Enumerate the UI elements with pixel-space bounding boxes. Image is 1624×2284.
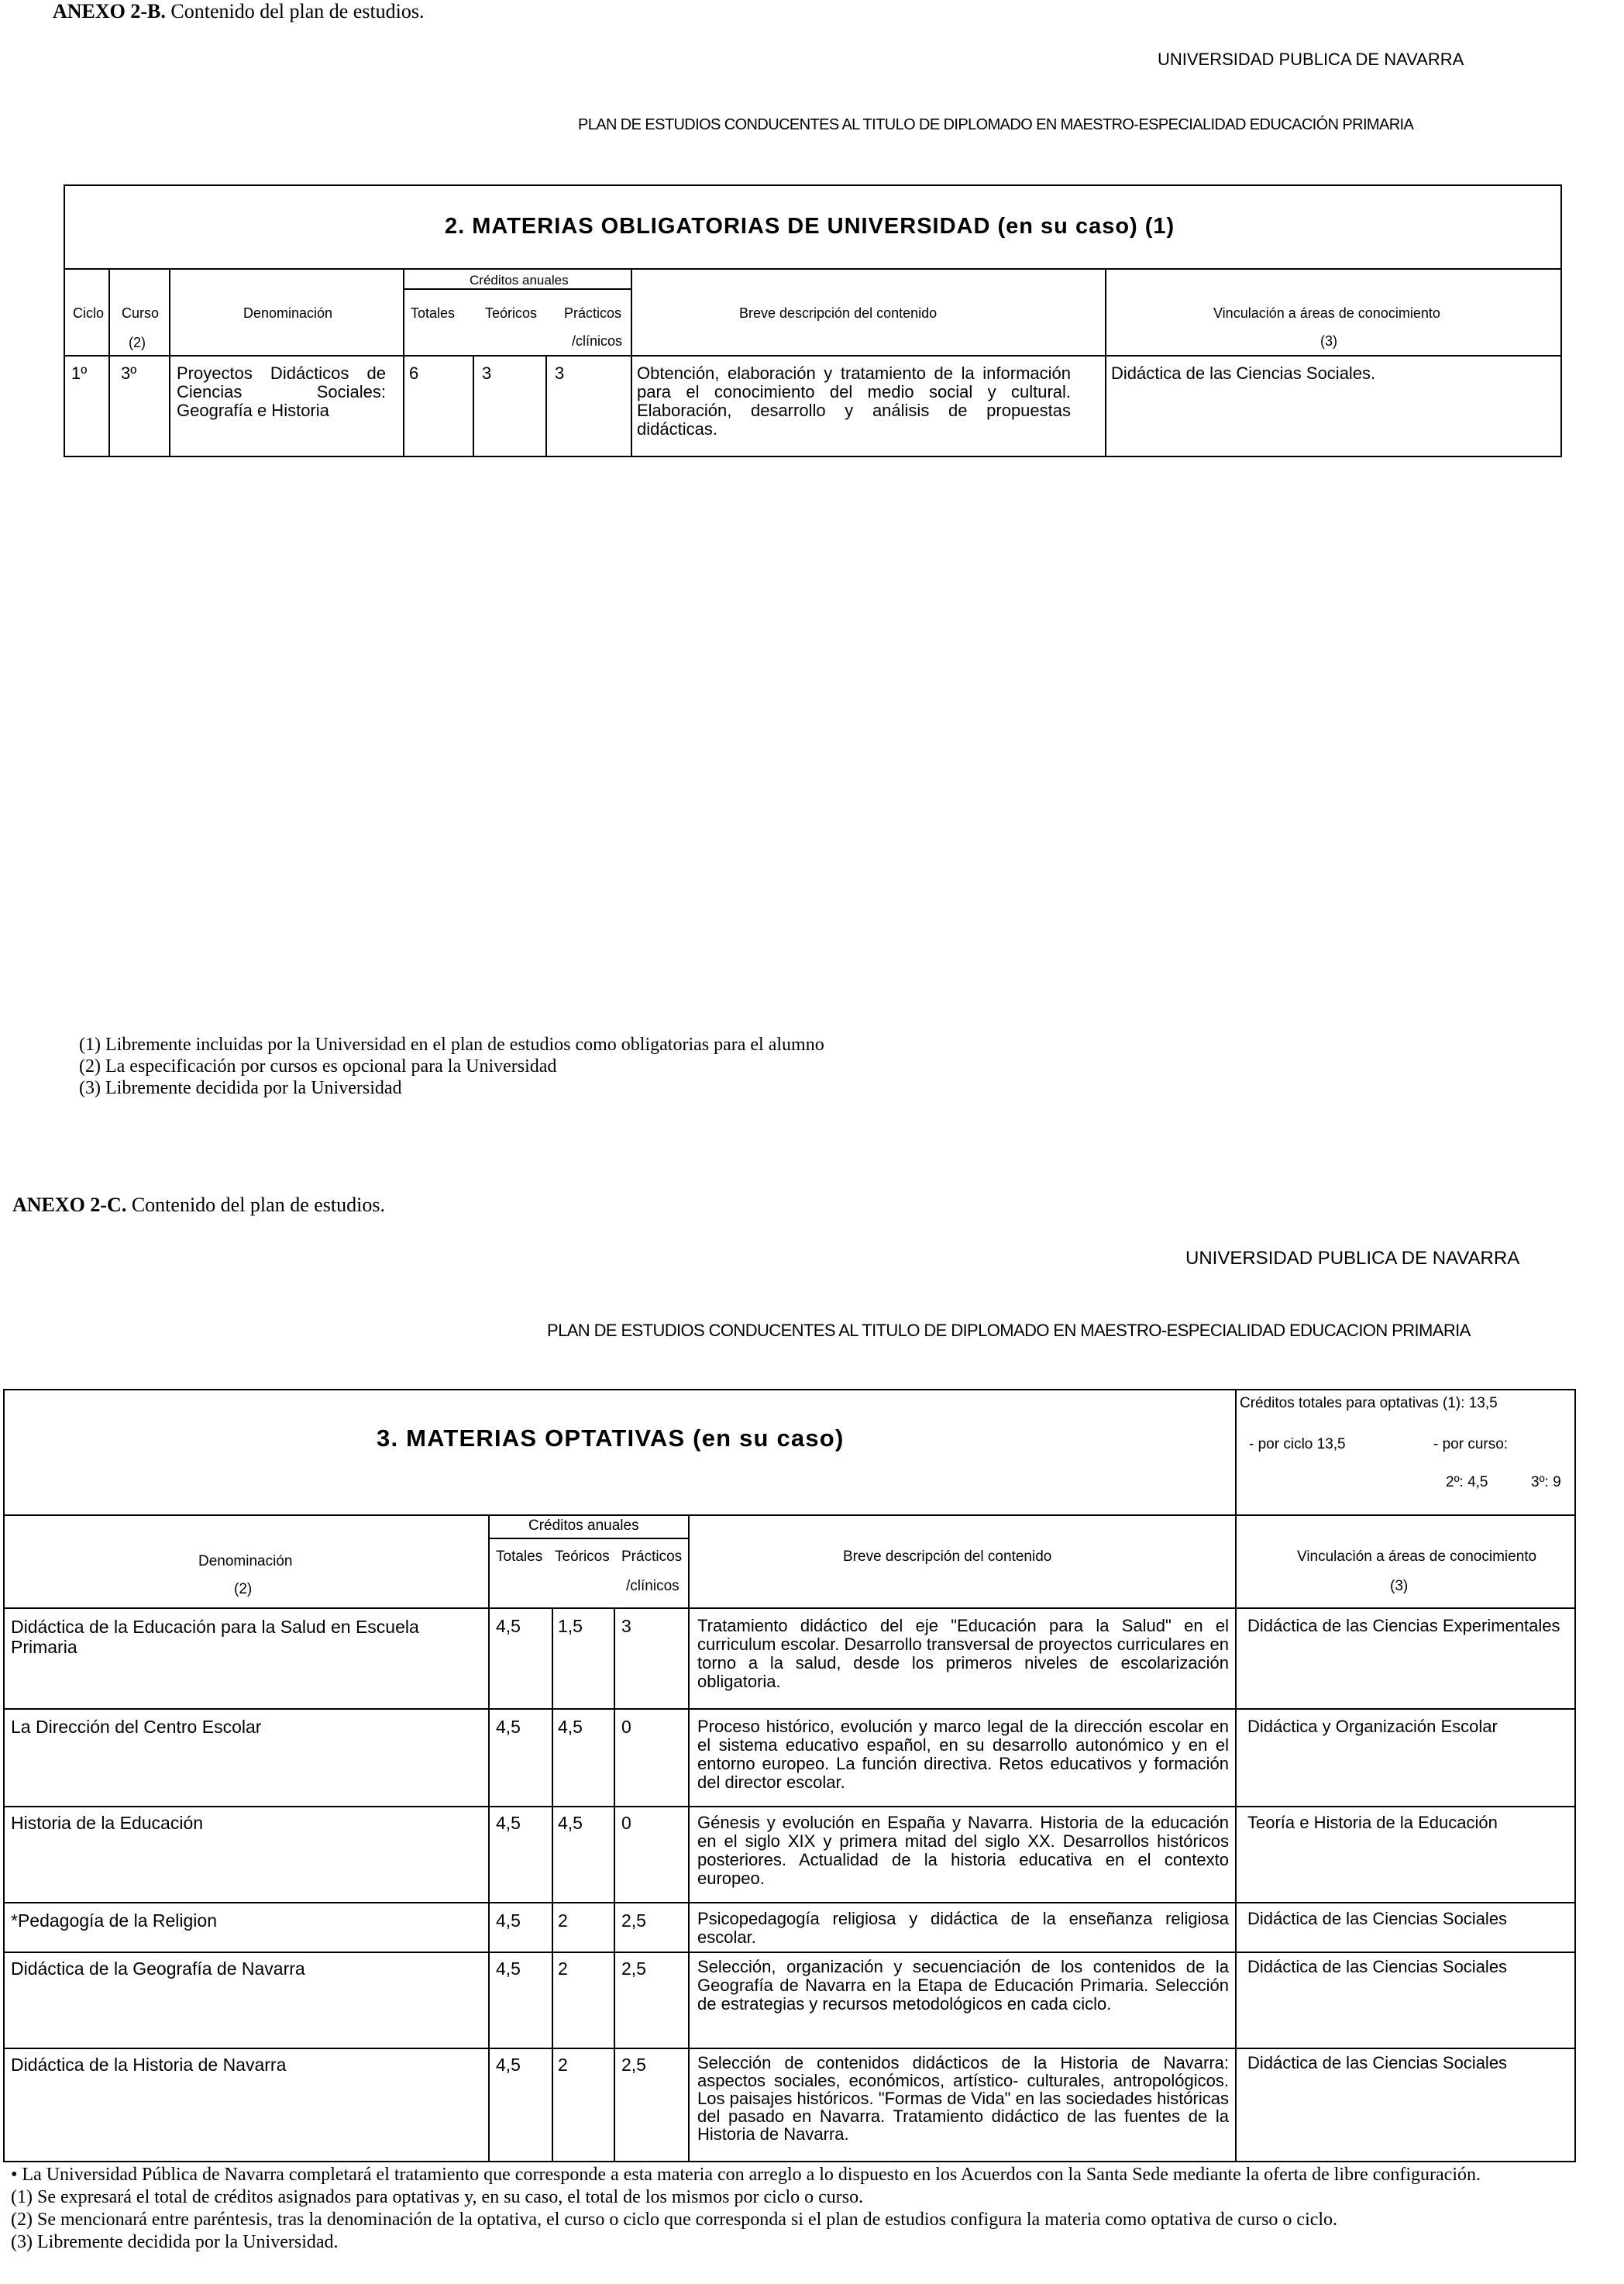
row-descripcion: Génesis y evolución en España y Navarra. Historia de la educación en el siglo XIX y primera mitad del siglo XX. Desarrollos históricos posteriores. Actualidad de la historia educativa en el contexto europeo.	[697, 1813, 1229, 1888]
row-practicos: 3	[621, 1616, 631, 1636]
header-descripcion: Breve descripción del contenido	[843, 1549, 1052, 1565]
row-denominacion: Historia de la Educación	[11, 1813, 204, 1833]
annex-c-plan-title: PLAN DE ESTUDIOS CONDUCENTES AL TITULO DE DIPLOMADO EN MAESTRO-ESPECIALIDAD EDUCACION PRIMARIA	[547, 1321, 1471, 1340]
annex-c-university: UNIVERSIDAD PUBLICA DE NAVARRA	[1185, 1248, 1520, 1269]
footnote: (1) Se expresará el total de créditos asignados para optativas y, en su caso, el total de los mismos por ciclo o curso.	[11, 2187, 864, 2207]
credits-3rd-year: 3º: 9	[1531, 1474, 1561, 1490]
header-ciclo: Ciclo	[73, 305, 105, 321]
row-denominacion: Didáctica de la Educación para la Salud en Escuela Primaria	[11, 1617, 419, 1657]
row-teoricos: 4,5	[558, 1813, 583, 1833]
credits-2nd-year: 2º: 4,5	[1446, 1474, 1488, 1490]
divider	[403, 268, 404, 457]
row-denominacion: Proyectos Didácticos de Ciencias Sociales: Geografía e Historia	[177, 363, 386, 420]
row-descripcion: Tratamiento didáctico del eje "Educación para la Salud" en el curriculum escolar. Desarrollo transversal de proyectos curriculares en torno a la salud, desde los primeros niveles de escolarización obligatoria.	[697, 1616, 1229, 1691]
footnote: (2) La especificación por cursos es opcional para la Universidad	[79, 1056, 557, 1077]
row-teoricos: 1,5	[558, 1616, 583, 1636]
header-practicos: Prácticos	[621, 1549, 683, 1565]
header-vinculacion: Vinculación a áreas de conocimiento	[1297, 1549, 1537, 1565]
annex-c-section-title: 3. MATERIAS OPTATIVAS (en su caso)	[377, 1424, 845, 1452]
divider	[3, 2048, 1576, 2049]
row-descripcion: Selección de contenidos didácticos de la Historia de Navarra: aspectos sociales, económicos, artístico- culturales, antropológicos. Los paisajes históricos. "Formas de Vida" en las sociedades históricas del pasado en Navarra. Tratamiento didáctico de las fuentes de la Historia de Navarra.	[697, 2053, 1229, 2144]
annex-b-footnotes	[79, 1034, 824, 1099]
footnote: (2) Se mencionará entre paréntesis, tras la denominación de la optativa, el curso o ciclo que corresponda si el plan de estudios configura la materia como optativa de curso o ciclo.	[11, 2210, 1338, 2230]
row-teoricos: 2	[558, 1910, 568, 1931]
row-teoricos: 4,5	[558, 1717, 583, 1737]
row-practicos: 2,5	[621, 2055, 646, 2075]
row-vinculacion: Didáctica de las Ciencias Sociales	[1247, 2053, 1508, 2072]
header-curso: Curso	[122, 305, 160, 321]
header-practicos: Prácticos	[564, 305, 622, 321]
row-teoricos: 3	[482, 363, 492, 383]
footnote: (3) Libremente decidida por la Universidad	[79, 1078, 402, 1098]
row-curso: 3º	[121, 363, 137, 383]
credits-total: Créditos totales para optativas (1): 13,5	[1240, 1395, 1498, 1411]
header-denominacion-note: (2)	[234, 1581, 253, 1597]
footnote: (3) Libremente decidida por la Universidad.	[11, 2232, 339, 2252]
row-practicos: 3	[555, 363, 565, 383]
header-creditos: Créditos anuales	[470, 273, 569, 288]
row-totales: 6	[409, 363, 419, 383]
header-creditos: Créditos anuales	[528, 1517, 639, 1534]
row-ciclo: 1º	[71, 363, 88, 383]
row-vinculacion: Didáctica de las Ciencias Experimentales	[1247, 1616, 1560, 1635]
row-teoricos: 2	[558, 2055, 568, 2075]
footnote: • La Universidad Pública de Navarra completará el tratamiento que corresponde a esta materia con arreglo a lo dispuesto en los Acuerdos con la Santa Sede mediante la oferta de libre configuración.	[11, 2165, 1481, 2185]
row-totales: 4,5	[496, 1958, 521, 1979]
header-vinculacion-note: (3)	[1390, 1578, 1409, 1594]
row-totales: 4,5	[496, 1717, 521, 1737]
credits-por-ciclo: - por ciclo 13,5	[1249, 1436, 1346, 1452]
row-practicos: 0	[621, 1813, 631, 1833]
divider	[614, 1607, 615, 2162]
header-clinicos: /clínicos	[626, 1578, 680, 1594]
row-practicos: 0	[621, 1717, 631, 1737]
annex-b-university: UNIVERSIDAD PUBLICA DE NAVARRA	[1158, 50, 1464, 69]
divider	[545, 355, 547, 457]
divider	[64, 268, 1562, 270]
divider	[488, 1514, 490, 2162]
header-denominacion: Denominación	[243, 305, 333, 321]
divider	[552, 1607, 553, 2162]
row-totales: 4,5	[496, 1813, 521, 1833]
divider	[1235, 1389, 1237, 2162]
row-vinculacion: Didáctica de las Ciencias Sociales.	[1111, 363, 1376, 383]
row-denominacion: Didáctica de la Geografía de Navarra	[11, 1958, 305, 1979]
header-teoricos: Teóricos	[555, 1549, 610, 1565]
divider	[3, 1952, 1576, 1953]
header-descripcion: Breve descripción del contenido	[739, 305, 938, 321]
row-descripcion: Psicopedagogía religiosa y didáctica de la enseñanza religiosa escolar.	[697, 1909, 1229, 1947]
divider	[3, 1902, 1576, 1903]
annex-b-section-title: 2. MATERIAS OBLIGATORIAS DE UNIVERSIDAD (en su caso) (1)	[445, 214, 1175, 239]
header-teoricos: Teóricos	[485, 305, 538, 321]
credits-por-curso: - por curso:	[1433, 1436, 1509, 1452]
divider	[631, 268, 632, 457]
row-descripcion: Proceso histórico, evolución y marco legal de la dirección escolar en el sistema educativo español, en su desarrollo autonómico y en el entorno europeo. La función directiva. Retos educativos y formación del director escolar.	[697, 1717, 1229, 1792]
divider	[473, 355, 474, 457]
row-vinculacion: Didáctica y Organización Escolar	[1247, 1717, 1498, 1736]
divider	[169, 268, 170, 457]
header-vinculacion-note: (3)	[1320, 333, 1337, 349]
row-vinculacion: Teoría e Historia de la Educación	[1247, 1813, 1498, 1832]
row-teoricos: 2	[558, 1958, 568, 1979]
row-totales: 4,5	[496, 1616, 521, 1636]
divider	[488, 1538, 688, 1539]
divider	[403, 288, 631, 290]
divider	[688, 1514, 690, 2162]
annex-b-plan-title: PLAN DE ESTUDIOS CONDUCENTES AL TITULO DE DIPLOMADO EN MAESTRO-ESPECIALIDAD EDUCACIÓN PRIMARIA	[578, 116, 1414, 133]
divider	[3, 1806, 1576, 1807]
header-vinculacion: Vinculación a áreas de conocimiento	[1213, 305, 1440, 321]
divider	[3, 1708, 1576, 1710]
header-curso-note: (2)	[129, 335, 146, 350]
row-totales: 4,5	[496, 1910, 521, 1931]
annex-b-title: ANEXO 2-B. Contenido del plan de estudios.	[53, 0, 425, 22]
footnote: (1) Libremente incluidas por la Universidad en el plan de estudios como obligatorias para el alumno	[79, 1035, 824, 1055]
row-practicos: 2,5	[621, 1958, 646, 1979]
annex-c-title: ANEXO 2-C. Contenido del plan de estudios.	[12, 1194, 385, 1216]
row-vinculacion: Didáctica de las Ciencias Sociales	[1247, 1957, 1508, 1976]
header-denominacion: Denominación	[198, 1553, 293, 1569]
row-denominacion: La Dirección del Centro Escolar	[11, 1717, 262, 1737]
divider	[1105, 268, 1106, 457]
row-descripcion: Obtención, elaboración y tratamiento de la información para el conocimiento del medio social y cultural. Elaboración, desarrollo y análisis de propuestas didácticas.	[637, 363, 1071, 439]
divider	[108, 268, 110, 457]
row-totales: 4,5	[496, 2055, 521, 2075]
divider	[64, 355, 1562, 357]
row-denominacion: *Pedagogía de la Religion	[11, 1910, 217, 1931]
annex-c-footnotes	[11, 2164, 1529, 2254]
row-practicos: 2,5	[621, 1910, 646, 1931]
row-descripcion: Selección, organización y secuenciación de los contenidos de la Geografía de Navarra en la Etapa de Educación Primaria. Selección de estrategias y recursos metodológicos en cada ciclo.	[697, 1957, 1229, 2014]
divider	[3, 1607, 1576, 1609]
row-vinculacion: Didáctica de las Ciencias Sociales	[1247, 1909, 1508, 1928]
divider	[3, 1514, 1576, 1516]
row-denominacion: Didáctica de la Historia de Navarra	[11, 2055, 287, 2075]
header-clinicos: /clínicos	[572, 333, 623, 349]
header-totales: Totales	[411, 305, 456, 321]
header-totales: Totales	[496, 1549, 543, 1565]
